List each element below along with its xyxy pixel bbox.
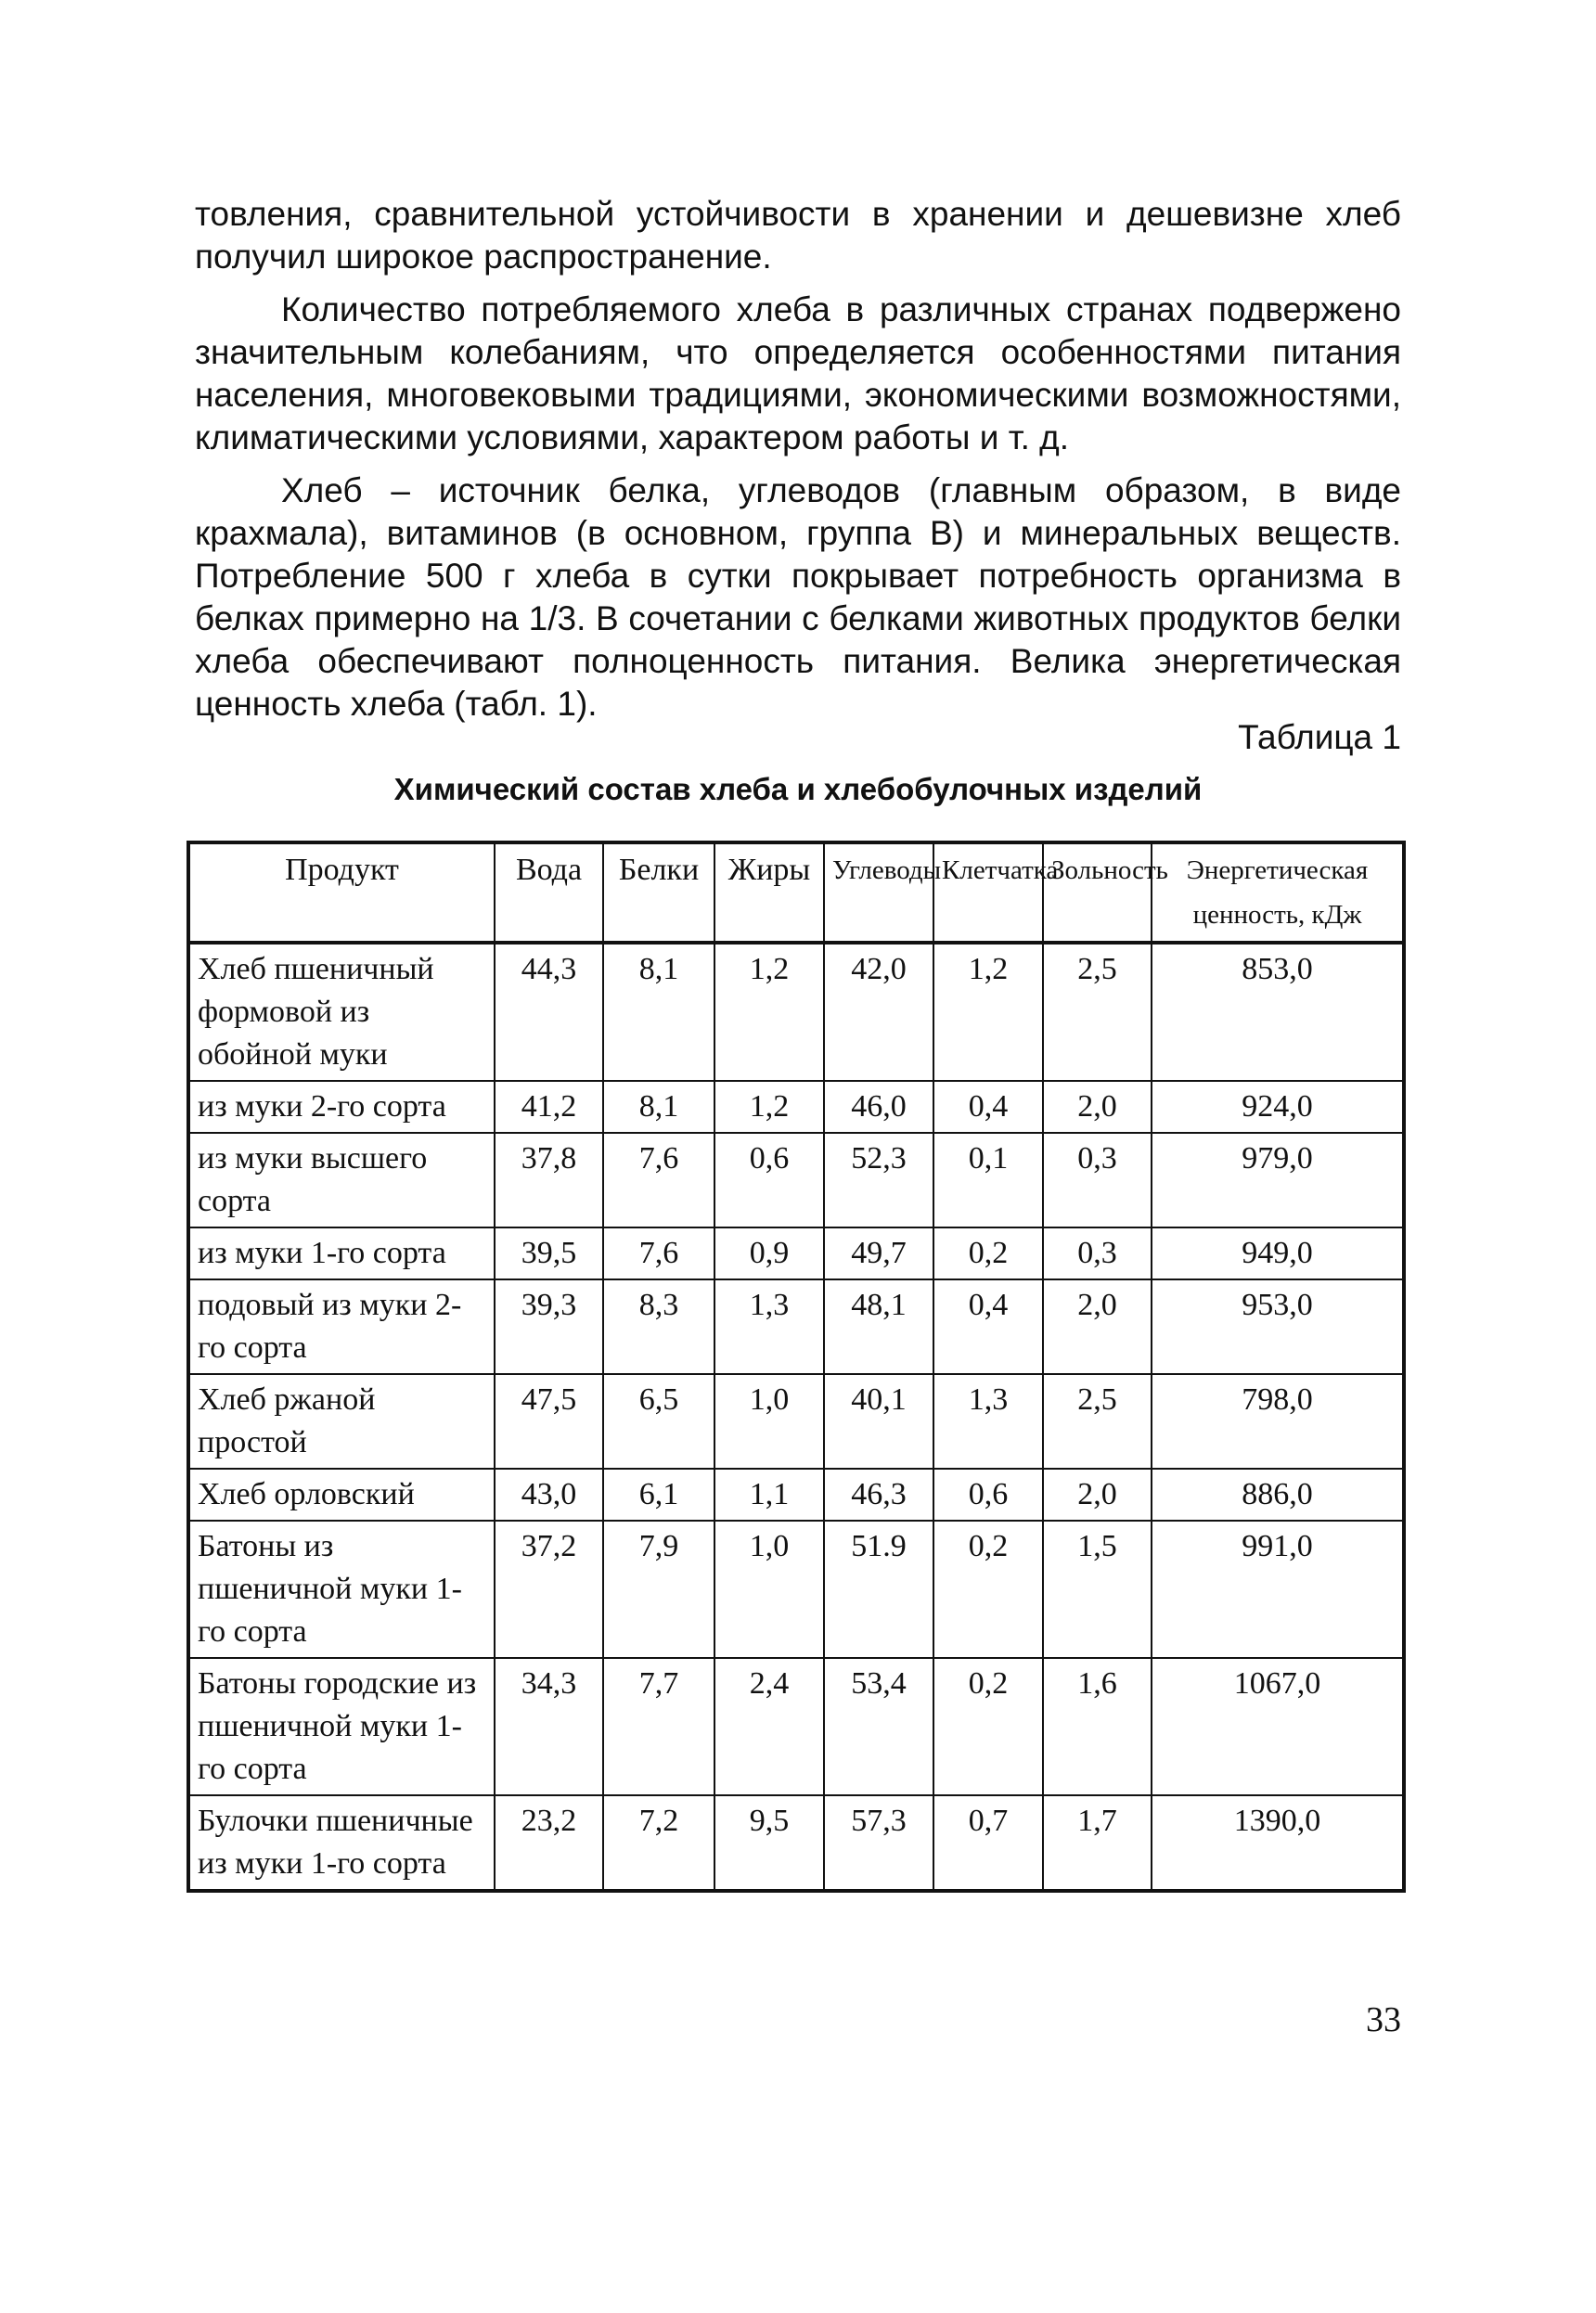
product-cell: из муки 1-го сорта — [188, 1227, 495, 1279]
value-cell: 6,5 — [603, 1374, 714, 1469]
value-cell: 2,0 — [1043, 1279, 1152, 1374]
value-cell: 7,7 — [603, 1658, 714, 1795]
value-cell: 41,2 — [495, 1081, 603, 1133]
value-cell: 7,9 — [603, 1521, 714, 1658]
value-cell: 39,3 — [495, 1279, 603, 1374]
value-cell: 8,1 — [603, 943, 714, 1081]
value-cell: 798,0 — [1152, 1374, 1404, 1469]
table-row — [188, 1469, 1404, 1521]
value-cell: 0,4 — [933, 1081, 1043, 1133]
value-cell: 53,4 — [824, 1658, 933, 1795]
value-cell: 49,7 — [824, 1227, 933, 1279]
value-cell: 0,7 — [933, 1795, 1043, 1891]
product-cell: Хлеб орловский — [188, 1469, 495, 1521]
value-cell: 1,3 — [933, 1374, 1043, 1469]
value-cell: 1390,0 — [1152, 1795, 1404, 1891]
value-cell: 8,3 — [603, 1279, 714, 1374]
table-row — [188, 1227, 1404, 1279]
header-cell: Зольность — [1043, 842, 1152, 943]
table-row — [188, 1374, 1404, 1469]
value-cell: 1,0 — [714, 1521, 824, 1658]
value-cell: 39,5 — [495, 1227, 603, 1279]
table-header-row — [188, 842, 1404, 943]
value-cell: 924,0 — [1152, 1081, 1404, 1133]
value-cell: 40,1 — [824, 1374, 933, 1469]
value-cell: 0,2 — [933, 1227, 1043, 1279]
value-cell: 42,0 — [824, 943, 933, 1081]
value-cell: 8,1 — [603, 1081, 714, 1133]
value-cell: 1,2 — [714, 943, 824, 1081]
value-cell: 949,0 — [1152, 1227, 1404, 1279]
table-row — [188, 1081, 1404, 1133]
header-cell: Энергетическая ценность, кДж — [1152, 842, 1404, 943]
table-row — [188, 1279, 1404, 1374]
paragraph: Хлеб – источник белка, углеводов (главным образом, в виде крахмала), витаминов (в основном, группа В) и минеральных веществ. Потребление 500 г хлеба в сутки покрывает потребность организма в белках примерно на 1/3. В сочетании с белками животных продуктов белки хлеба обеспечивают полноценность питания. Велика энергетическая ценность хлеба (табл. 1). — [195, 471, 1401, 723]
value-cell: 48,1 — [824, 1279, 933, 1374]
value-cell: 7,6 — [603, 1133, 714, 1227]
header-cell: Белки — [603, 842, 714, 943]
value-cell: 23,2 — [495, 1795, 603, 1891]
value-cell: 2,4 — [714, 1658, 824, 1795]
table-row — [188, 1133, 1404, 1227]
table-row — [188, 1521, 1404, 1658]
chemical-composition-table — [187, 841, 1406, 1893]
value-cell: 1067,0 — [1152, 1658, 1404, 1795]
value-cell: 1,7 — [1043, 1795, 1152, 1891]
value-cell: 1,3 — [714, 1279, 824, 1374]
header-cell: Продукт — [188, 842, 495, 943]
value-cell: 2,5 — [1043, 943, 1152, 1081]
value-cell: 1,2 — [714, 1081, 824, 1133]
value-cell: 1,0 — [714, 1374, 824, 1469]
value-cell: 0,9 — [714, 1227, 824, 1279]
paragraph: Количество потребляемого хлеба в различных странах подвержено значительным колебаниям, что определяется особенностями питания населения, многовековыми традициями, экономическими возможностями, климатическими условиями, характером работы и т. д. — [195, 290, 1401, 456]
product-cell: Хлеб пшеничный формовой из обойной муки — [188, 943, 495, 1081]
value-cell: 37,2 — [495, 1521, 603, 1658]
value-cell: 0,1 — [933, 1133, 1043, 1227]
table-row — [188, 943, 1404, 1081]
body-text — [195, 193, 1401, 736]
value-cell: 886,0 — [1152, 1469, 1404, 1521]
table-body — [188, 943, 1404, 1891]
value-cell: 991,0 — [1152, 1521, 1404, 1658]
value-cell: 6,1 — [603, 1469, 714, 1521]
product-cell: Батоны городские из пшеничной муки 1-го сорта — [188, 1658, 495, 1795]
header-cell: Жиры — [714, 842, 824, 943]
paragraph: товления, сравнительной устойчивости в хранении и дешевизне хлеб получил широкое распространение. — [195, 195, 1401, 276]
value-cell: 1,1 — [714, 1469, 824, 1521]
value-cell: 47,5 — [495, 1374, 603, 1469]
value-cell: 57,3 — [824, 1795, 933, 1891]
value-cell: 0,6 — [933, 1469, 1043, 1521]
value-cell: 37,8 — [495, 1133, 603, 1227]
table-row — [188, 1795, 1404, 1891]
value-cell: 853,0 — [1152, 943, 1404, 1081]
value-cell: 44,3 — [495, 943, 603, 1081]
table-label: Таблица 1 — [1238, 718, 1401, 756]
value-cell: 2,0 — [1043, 1469, 1152, 1521]
product-cell: Хлеб ржаной простой — [188, 1374, 495, 1469]
header-cell: Углеводы — [824, 842, 933, 943]
value-cell: 51.9 — [824, 1521, 933, 1658]
value-cell: 43,0 — [495, 1469, 603, 1521]
value-cell: 2,5 — [1043, 1374, 1152, 1469]
value-cell: 34,3 — [495, 1658, 603, 1795]
value-cell: 0,3 — [1043, 1133, 1152, 1227]
header-cell: Клетчатка — [933, 842, 1043, 943]
value-cell: 0,3 — [1043, 1227, 1152, 1279]
value-cell: 953,0 — [1152, 1279, 1404, 1374]
value-cell: 1,2 — [933, 943, 1043, 1081]
value-cell: 46,3 — [824, 1469, 933, 1521]
value-cell: 9,5 — [714, 1795, 824, 1891]
table-title: Химический состав хлеба и хлебобулочных изделий — [393, 772, 1203, 806]
value-cell: 7,6 — [603, 1227, 714, 1279]
product-cell: из муки высшего сорта — [188, 1133, 495, 1227]
value-cell: 2,0 — [1043, 1081, 1152, 1133]
value-cell: 46,0 — [824, 1081, 933, 1133]
value-cell: 52,3 — [824, 1133, 933, 1227]
header-cell: Вода — [495, 842, 603, 943]
page-number: 33 — [1366, 2000, 1401, 2039]
table-row — [188, 1658, 1404, 1795]
product-cell: подовый из муки 2-го сорта — [188, 1279, 495, 1374]
product-cell: из муки 2-го сорта — [188, 1081, 495, 1133]
value-cell: 7,2 — [603, 1795, 714, 1891]
value-cell: 0,4 — [933, 1279, 1043, 1374]
value-cell: 1,6 — [1043, 1658, 1152, 1795]
product-cell: Батоны из пшеничной муки 1-го сорта — [188, 1521, 495, 1658]
value-cell: 979,0 — [1152, 1133, 1404, 1227]
value-cell: 0,6 — [714, 1133, 824, 1227]
value-cell: 1,5 — [1043, 1521, 1152, 1658]
value-cell: 0,2 — [933, 1658, 1043, 1795]
value-cell: 0,2 — [933, 1521, 1043, 1658]
product-cell: Булочки пшеничные из муки 1-го сорта — [188, 1795, 495, 1891]
